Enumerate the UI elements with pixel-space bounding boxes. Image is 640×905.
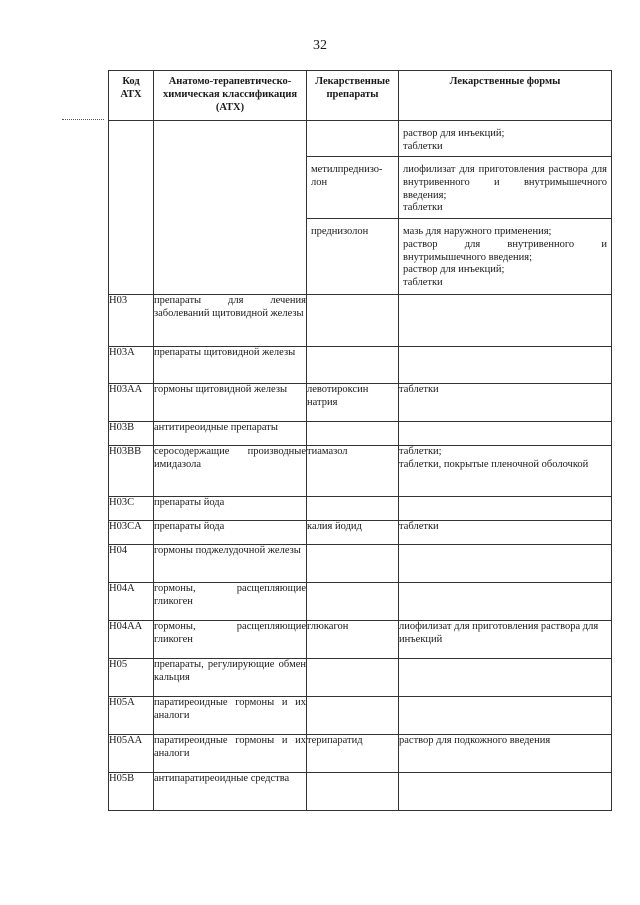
code-cell: H03B	[109, 422, 154, 446]
drug-cell	[307, 295, 399, 347]
code-cell: H04A	[109, 583, 154, 621]
classification-cell: гормоны поджелудочной железы	[154, 545, 307, 583]
drug-cell: терипаратид	[307, 735, 399, 773]
form-line: мазь для наружного применения;	[403, 226, 552, 237]
drug-cell	[307, 121, 399, 295]
classification-cell: паратиреоидные гормоны и их аналоги	[154, 697, 307, 735]
form-cell	[399, 446, 612, 497]
drug-cell: тиамазол	[307, 446, 399, 497]
header-code: Код АТХ	[109, 71, 154, 121]
code-cell: H05	[109, 659, 154, 697]
table-header-row	[109, 71, 612, 121]
form-line: таблетки, покрытые пленочной оболочкой	[399, 458, 589, 470]
drug-sub-cell: метилпреднизо-лон	[307, 156, 398, 218]
drug-sub-cell	[307, 121, 398, 156]
margin-mark	[62, 119, 104, 120]
code-cell: H03BB	[109, 446, 154, 497]
form-sub-cell	[399, 218, 611, 294]
form-line: раствор для инъекций;	[403, 128, 505, 139]
code-cell: H03CA	[109, 521, 154, 545]
form-cell	[399, 697, 612, 735]
form-line: таблетки;	[399, 446, 442, 457]
form-cell	[399, 295, 612, 347]
code-cell: H05A	[109, 697, 154, 735]
form-line: таблетки	[403, 202, 443, 214]
classification-cell: антитиреоидные препараты	[154, 422, 307, 446]
form-line: таблетки	[403, 140, 443, 152]
classification-cell: препараты йода	[154, 521, 307, 545]
table-row	[109, 497, 612, 521]
classification-cell: антипаратиреоидные средства	[154, 773, 307, 811]
code-cell: H03A	[109, 347, 154, 384]
code-cell: H04AA	[109, 621, 154, 659]
code-cell: H05AA	[109, 735, 154, 773]
table-row-continuation	[109, 121, 612, 295]
code-cell: H04	[109, 545, 154, 583]
drug-cell: глюкагон	[307, 621, 399, 659]
table-row	[109, 621, 612, 659]
form-cell	[399, 422, 612, 446]
code-cell: H03AA	[109, 384, 154, 422]
drug-cell	[307, 422, 399, 446]
classification-cell: препараты йода	[154, 497, 307, 521]
classification-cell: препараты, регулирующие обмен кальция	[154, 659, 307, 697]
table-row	[109, 446, 612, 497]
drug-cell	[307, 659, 399, 697]
table-row	[109, 773, 612, 811]
drug-cell	[307, 583, 399, 621]
form-cell: таблетки	[399, 521, 612, 545]
form-cell	[399, 583, 612, 621]
classification-cell: препараты для лечения заболеваний щитовидной железы	[154, 295, 307, 347]
form-line: раствор для инъекций;	[403, 264, 505, 276]
table-row	[109, 735, 612, 773]
table-row	[109, 583, 612, 621]
code-cell: H03C	[109, 497, 154, 521]
form-line: лиофилизат для приготовления раствора для внутривенного и внутримышечного введения;	[403, 164, 607, 201]
drug-cell	[307, 545, 399, 583]
drug-cell	[307, 347, 399, 384]
form-cell	[399, 659, 612, 697]
form-cell	[399, 545, 612, 583]
classification-cell: препараты щитовидной железы	[154, 347, 307, 384]
form-line: раствор для внутривенного и внутримышечного введения;	[403, 238, 607, 263]
form-cell	[399, 347, 612, 384]
classification-cell: гормоны, расщепляющие гликоген	[154, 583, 307, 621]
drug-cell	[307, 697, 399, 735]
drug-cell	[307, 497, 399, 521]
drug-cell: левотироксин натрия	[307, 384, 399, 422]
table-row	[109, 659, 612, 697]
header-classification: Анатомо-терапевтическо-химическая классификация (АТХ)	[154, 71, 307, 121]
header-drugs: Лекарственные препараты	[307, 71, 399, 121]
table-row	[109, 697, 612, 735]
drug-cell	[307, 773, 399, 811]
form-sub-cell	[399, 121, 611, 156]
form-cell: таблетки	[399, 384, 612, 422]
drug-cell: калия йодид	[307, 521, 399, 545]
form-cell	[399, 773, 612, 811]
table-row	[109, 545, 612, 583]
atx-table	[108, 70, 612, 811]
drug-sub-cell: преднизолон	[307, 218, 398, 294]
header-forms: Лекарственные формы	[399, 71, 612, 121]
table-row	[109, 422, 612, 446]
classification-cell: гормоны, расщепляющие гликоген	[154, 621, 307, 659]
table-row	[109, 295, 612, 347]
classification-cell: серосодержащие производные имидазола	[154, 446, 307, 497]
code-cell: H03	[109, 295, 154, 347]
form-cell: лиофилизат для приготовления раствора для инъекций	[399, 621, 612, 659]
form-sub-cell	[399, 156, 611, 218]
code-cell: H05B	[109, 773, 154, 811]
form-cell	[399, 121, 612, 295]
code-cell	[109, 121, 154, 295]
classification-cell	[154, 121, 307, 295]
form-cell: раствор для подкожного введения	[399, 735, 612, 773]
table-row	[109, 347, 612, 384]
classification-cell: паратиреоидные гормоны и их аналоги	[154, 735, 307, 773]
form-line: таблетки	[403, 277, 443, 289]
classification-cell: гормоны щитовидной железы	[154, 384, 307, 422]
table-row	[109, 384, 612, 422]
table-row	[109, 521, 612, 545]
form-cell	[399, 497, 612, 521]
page-number: 32	[313, 38, 327, 53]
